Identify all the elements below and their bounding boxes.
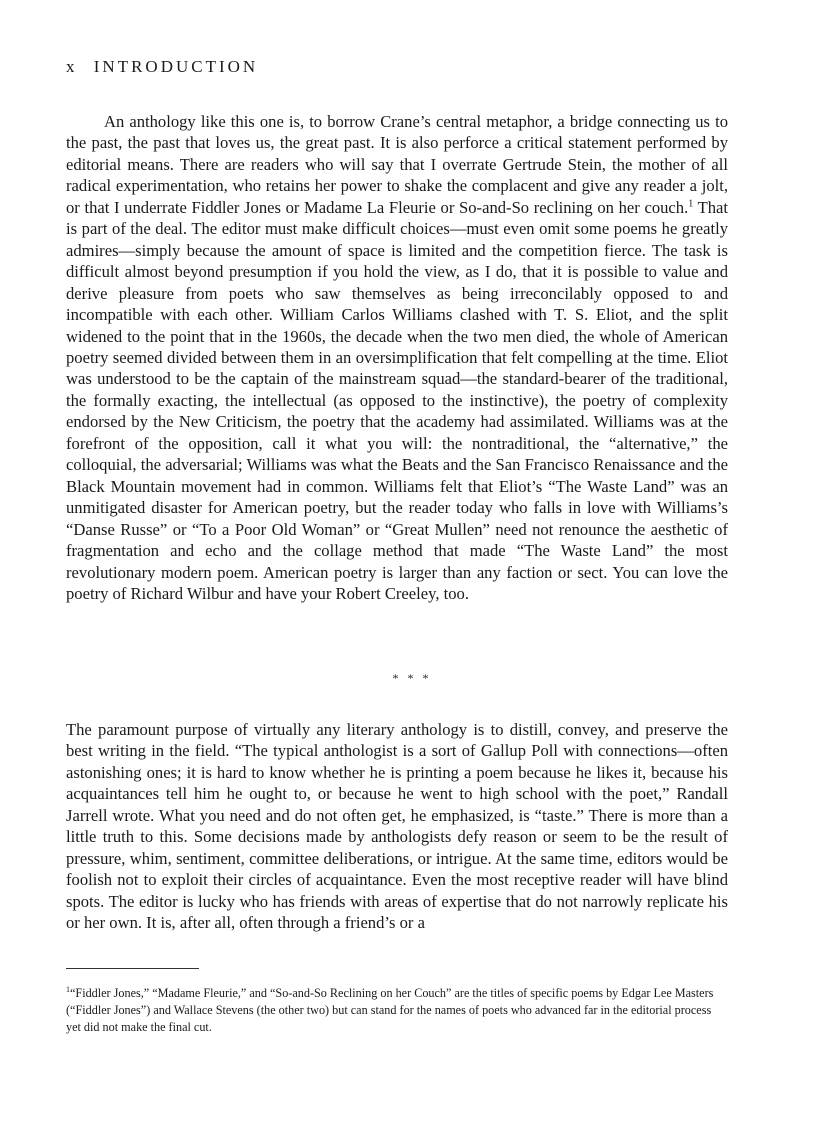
footnote: [66, 985, 728, 1036]
section-break: * * *: [392, 671, 432, 685]
footnote-divider: [66, 968, 199, 969]
paragraph-1-text-b: That is part of the deal. The editor must make difficult choices—must even omit some poems he greatly admires—simply because the amount of space is limited and the competition fierce. The task is difficult almost beyond presumption if you hold the view, as I do, that it is possible to value and derive pleasure from poets who saw themselves as being irreconcilably opposed to and incompatible with each other. William Carlos Williams clashed with T. S. Eliot, and the split widened to the point that in the 1960s, the decade when the two men died, the whole of American poetry seemed divided between them in an oversimplification that felt compelling at the time. Eliot was understood to be the captain of the mainstream squad—the standard-bearer of the traditional, the formally exacting, the intellectual (as opposed to the instinctive), the poetry of complexity endorsed by the New Criticism, the poetry that the academy had assimilated. Williams was at the forefront of the opposition, call it what you will: the nontraditional, the “alternative,” the colloquial, the adversarial; Williams was what the Beats and the San Francisco Renaissance and the Black Mountain movement had in common. Williams felt that Eliot’s “The Waste Land” was an unmitigated disaster for American poetry, but the reader today who falls in love with Williams’s “Danse Russe” or “To a Poor Old Woman” or “Great Mullen” need not renounce the aesthetic of fragmentation and echo and the collage method that made “The Waste Land” the most revolutionary modern poem. American poetry is larger than any faction or sect. You can love the poetry of Richard Wilbur and have your Robert Creeley, too.: [66, 197, 728, 603]
footnote-marker: 1: [66, 984, 70, 994]
body-paragraph-2: The paramount purpose of virtually any literary anthology is to distill, convey, and preserve the best writing in the field. “The typical anthologist is a sort of Gallup Poll with connections—often astonishing ones; it is hard to know whether he is printing a poem because he likes it, because his acquaintances tell him he ought to, or because he went to high school with the poet,” Randall Jarrell wrote. What you need and do not often get, he emphasized, is “taste.” There is more than a little truth to this. Some decisions made by anthologists defy reason or seem to be the result of pressure, whim, sentiment, committee deliberations, or intrigue. At the same time, editors would be foolish not to exploit their circles of acquaintance. Even the most receptive reader will have blind spots. The editor is lucky who has friends with areas of expertise that do not narrowly replicate his or her own. It is, after all, often through a friend’s or a: [66, 720, 728, 933]
running-head: [66, 57, 258, 77]
footnote-text: “Fiddler Jones,” “Madame Fleurie,” and “So-and-So Reclining on her Couch” are the titles of specific poems by Edgar Lee Masters (“Fiddler Jones”) and Wallace Stevens (the other two) but can stand for the names of poets who advanced far in the editorial process yet did not make the final cut.: [66, 986, 714, 1034]
footnote-reference[interactable]: 1: [688, 198, 694, 210]
paragraph-1-text-a: An anthology like this one is, to borrow Crane’s central metaphor, a bridge connecting us to the past, the past that loves us, the great past. It is also perforce a critical statement performed by editorial means. There are readers who will say that I overrate Gertrude Stein, the mother of all radical experimentation, who retains her power to shake the complacent and give any reader a jolt, or that I underrate Fiddler Jones or Madame La Fleurie or So-and-So reclining on her couch.: [66, 112, 728, 217]
body-paragraph-1: [66, 111, 728, 604]
page-number: x: [66, 57, 75, 76]
section-title: INTRODUCTION: [93, 57, 259, 76]
